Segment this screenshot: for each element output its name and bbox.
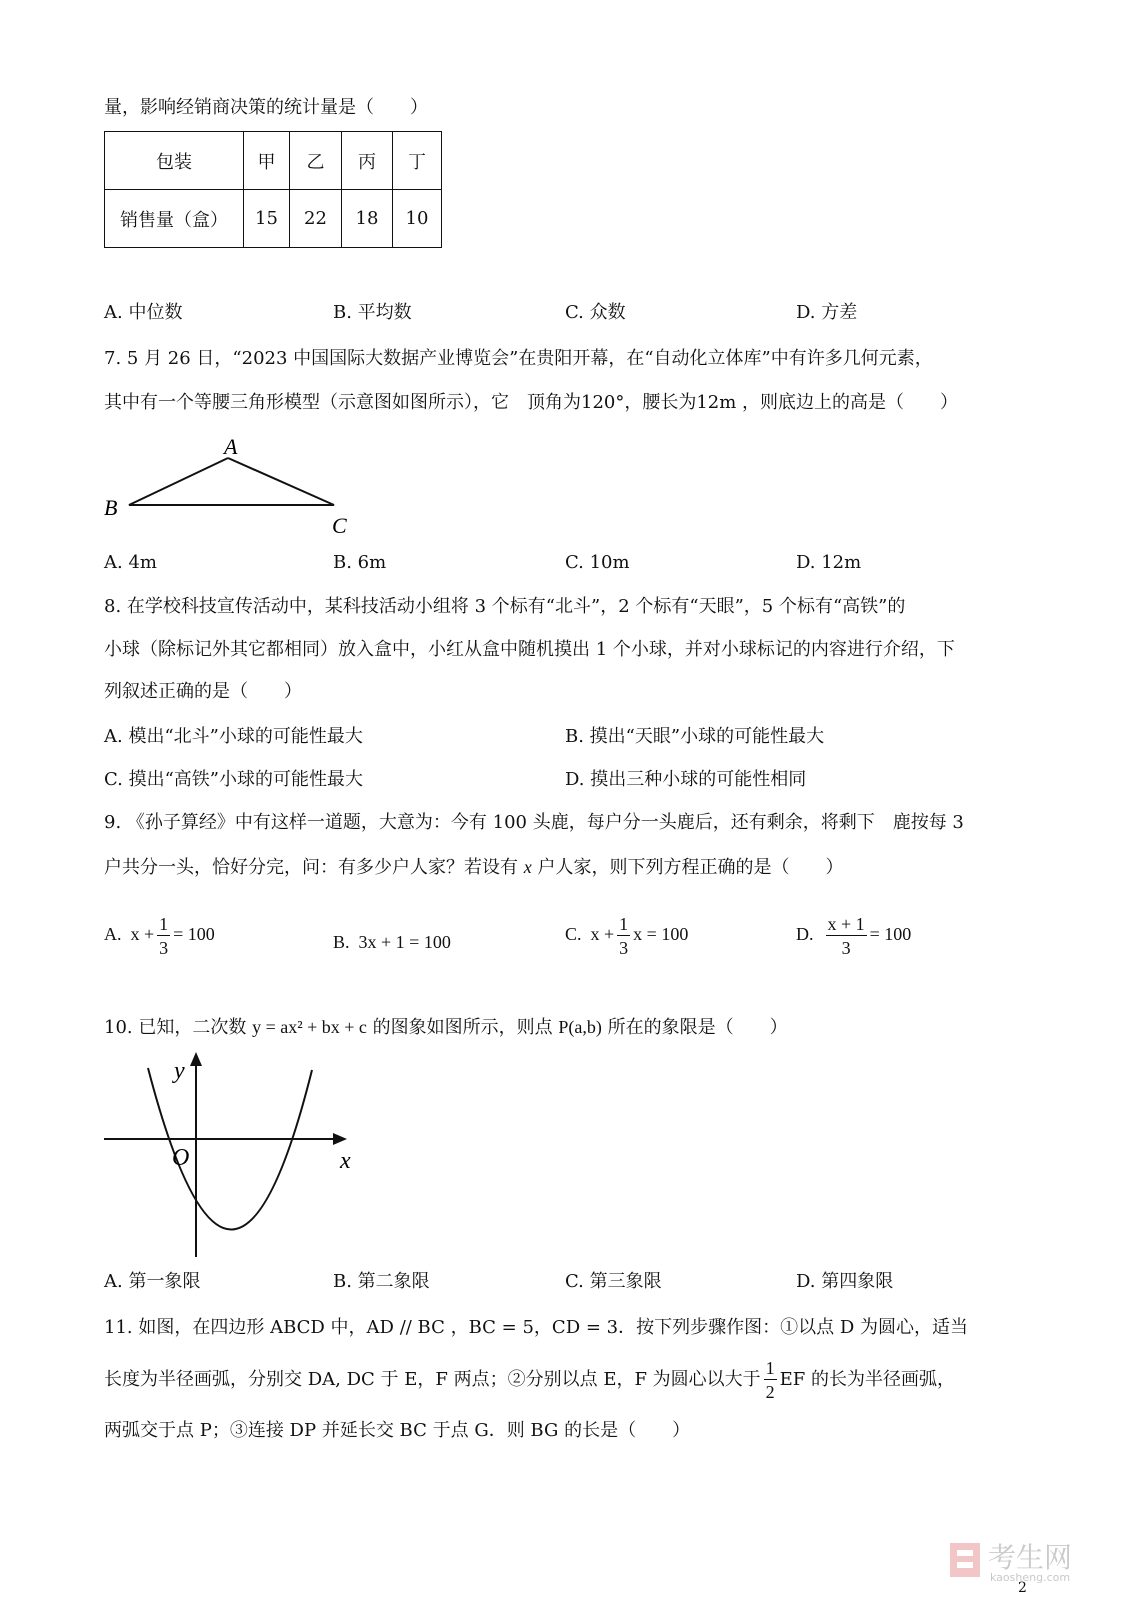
fraction-numerator: 1 [619, 914, 629, 934]
table-cell: 乙 [290, 132, 342, 190]
q6-option-a: A. 中位数 [104, 302, 183, 323]
page-number: 2 [1018, 1580, 1027, 1596]
q11-line-2-end: EF 的长为半径画弧， [779, 1369, 956, 1390]
vertex-label-c: C [332, 513, 347, 538]
table-cell: 销售量（盒） [105, 190, 244, 248]
q9-option-a [104, 915, 215, 957]
table-cell: 包装 [105, 132, 244, 190]
q10-stem-start: 10. 已知，二次数 [104, 1017, 253, 1038]
q7-option-c: C. 10m [565, 552, 630, 573]
q6-option-d: D. 方差 [796, 302, 858, 323]
q7-option-a: A. 4m [104, 552, 157, 573]
q9-line-2-start: 户共分一头，恰好分完，问：有多少户人家？若设有 [104, 857, 524, 878]
table-cell: 甲 [244, 132, 290, 190]
q11-line-2-start: 长度为半径画弧，分别交 DA, DC 于 E，F 两点；②分别以点 E，F 为圆心以大于 [104, 1369, 761, 1390]
fraction-numerator: x + 1 [827, 914, 865, 934]
q7-line-1: 7. 5 月 26 日，“2023 中国国际大数据产业博览会”在贵阳开幕，在“自动化立体库”中有许多几何元素， [104, 348, 933, 369]
fraction-numerator: 1 [159, 914, 169, 934]
q10-point: P(a,b) [558, 1017, 602, 1037]
q9-line-2 [104, 855, 843, 880]
q8-option-d: D. 摸出三种小球的可能性相同 [565, 769, 807, 790]
watermark-url: kaosheng.com [990, 1571, 1071, 1583]
watermark-logo [950, 1535, 1120, 1583]
origin-label: O [172, 1145, 190, 1171]
q10-equation: y = ax² + bx + c [252, 1017, 367, 1037]
q10-option-d: D. 第四象限 [796, 1271, 894, 1292]
vertex-label-b: B [104, 495, 118, 520]
triangle-figure [100, 432, 360, 542]
fraction-half [764, 1359, 777, 1401]
triangle-abc [129, 458, 334, 505]
q7-option-b: B. 6m [333, 552, 387, 573]
q9-option-b [333, 930, 451, 954]
fraction-denominator: 3 [619, 938, 629, 958]
q10-stem-end: 所在的象限是（ ） [601, 1017, 788, 1038]
watermark [950, 1535, 1120, 1587]
sales-table [104, 131, 442, 248]
x-axis-label: x [340, 1148, 351, 1174]
fraction [826, 915, 867, 957]
option-expr: x + [130, 924, 155, 945]
fraction-denominator: 3 [159, 938, 169, 958]
q11-line-3: 两弧交于点 P；③连接 DP 并延长交 BC 于点 G．则 BG 的长是（ ） [104, 1420, 691, 1441]
fraction-denominator: 3 [841, 938, 851, 958]
parabola-figure [100, 1050, 370, 1265]
table-cell: 丙 [342, 132, 393, 190]
q10-stem-middle: 的图象如图所示，则点 [366, 1017, 559, 1038]
vertex-label-a: A [224, 434, 238, 459]
q9-line-2-end: 户人家，则下列方程正确的是（ ） [531, 857, 844, 878]
y-axis-label: y [174, 1058, 185, 1084]
x-axis-arrow [333, 1133, 347, 1145]
q6-option-c: C. 众数 [565, 302, 626, 323]
q9-line-1: 9. 《孙子算经》中有这样一道题，大意为：今有 100 头鹿，每户分一头鹿后，还有剩余，将剩下 鹿按每 3 [104, 812, 964, 833]
fraction-numerator: 1 [765, 1358, 775, 1378]
q6-stem-tail: 量，影响经销商决策的统计量是（ ） [104, 97, 428, 118]
table-cell: 22 [290, 190, 342, 248]
q9-variable: x [523, 857, 532, 877]
q6-option-b: B. 平均数 [333, 302, 412, 323]
option-label: D. [796, 924, 814, 945]
q9-option-d [796, 915, 911, 957]
q11-line-1: 11. 如图，在四边形 ABCD 中，AD // BC ，BC = 5，CD = 3．按下列步骤作图：①以点 D 为圆心，适当 [104, 1317, 968, 1338]
table-cell: 丁 [393, 132, 442, 190]
option-label: B. [333, 932, 350, 952]
q8-line-1: 8. 在学校科技宣传活动中，某科技活动小组将 3 个标有“北斗”，2 个标有“天眼”，5 个标有“高铁”的 [104, 596, 906, 617]
option-expr: = 100 [173, 924, 215, 945]
table-cell: 15 [244, 190, 290, 248]
y-axis-arrow [190, 1052, 202, 1066]
table-row [105, 190, 442, 248]
watermark-mark [950, 1543, 980, 1577]
q7-line-2: 其中有一个等腰三角形模型（示意图如图所示），它 顶角为120°，腰长为12m ，则底边上的高是（ ） [104, 392, 959, 413]
q10-option-a: A. 第一象限 [104, 1271, 201, 1292]
q11-line-2 [104, 1350, 955, 1410]
option-expr: 3x + 1 = 100 [358, 932, 451, 952]
option-label: A. [104, 924, 122, 945]
table-cell: 10 [393, 190, 442, 248]
fraction [617, 915, 630, 957]
fraction-denominator: 2 [765, 1382, 775, 1402]
option-expr: = 100 [869, 924, 912, 945]
fraction [157, 915, 170, 957]
q7-option-d: D. 12m [796, 552, 862, 573]
table-row [105, 132, 442, 190]
q8-option-b: B. 摸出“天眼”小球的可能性最大 [565, 726, 825, 747]
q8-option-c: C. 摸出“高铁”小球的可能性最大 [104, 769, 363, 790]
q10-option-c: C. 第三象限 [565, 1271, 662, 1292]
q9-option-c [565, 915, 688, 957]
q8-line-3: 列叙述正确的是（ ） [104, 681, 302, 702]
table-cell: 18 [342, 190, 393, 248]
q10-option-b: B. 第二象限 [333, 1271, 430, 1292]
q10-stem [104, 1015, 788, 1040]
watermark-brand: 考生网 [988, 1541, 1073, 1574]
option-expr: x + [590, 924, 615, 945]
q8-line-2: 小球（除标记外其它都相同）放入盒中，小红从盒中随机摸出 1 个小球，并对小球标记的内容进行介绍，下 [104, 639, 955, 660]
option-label: C. [565, 924, 582, 945]
q8-option-a: A. 模出“北斗”小球的可能性最大 [104, 726, 363, 747]
option-expr: x = 100 [633, 924, 689, 945]
